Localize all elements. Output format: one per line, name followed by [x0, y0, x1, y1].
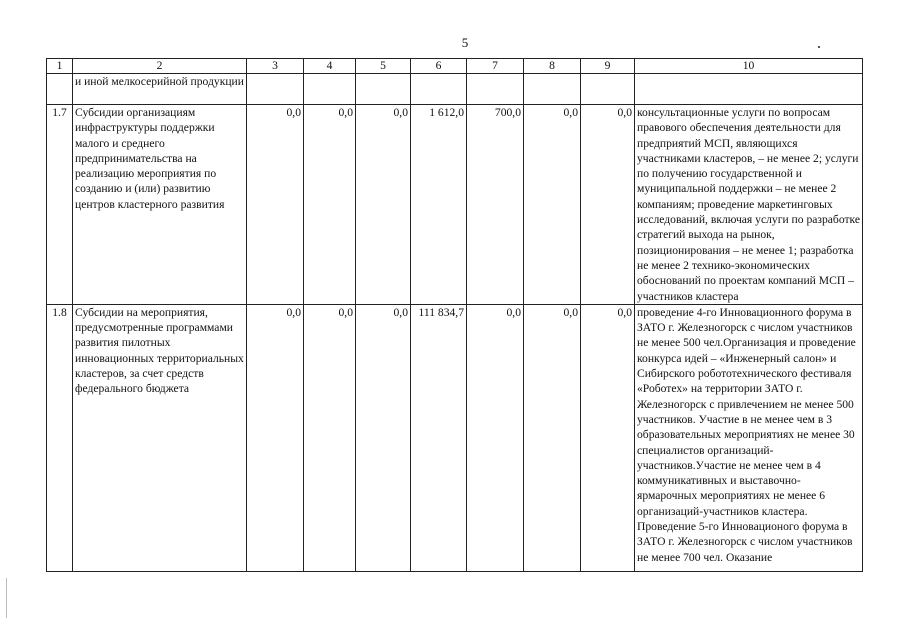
- result-cell: проведение 4-го Инновационного форума в ЗАТО г. Железногорск с числом участников не менее 500 чел.Организация и проведение конкурса идей – «Инженерный салон» и Сибирского робототехнического фестиваля «Роботех» на территории ЗАТО г. Железногорск с привлечением не менее 500 участников. Участие в не менее чем в 3 образовательных мероприятиях не менее 30 специалистов организаций-участников.Участие не менее чем в 4 коммуникативных и выставочно-ярмарочных мероприятиях не менее 6 организаций-участников кластера. Проведение 5-го Инновационого форума в ЗАТО г. Железногорск с числом участников не менее 700 чел. Оказание: [635, 304, 863, 571]
- result-cell: консультационные услуги по вопросам правового обеспечения деятельности для предприятий МСП, являющихся участниками кластеров, – не менее 2; услуги по получению государственной и муниципальной поддержки – не менее 2 компаниям; проведение маркетинговых исследований, включая услуги по разработке стратегий выхода на рынок, позиционирования – не менее 1; разработка не менее 2 технико-экономических обоснований по проектам компаний МСП – участников кластера: [635, 105, 863, 305]
- header-cell: 10: [635, 59, 863, 74]
- table-row: [47, 105, 863, 305]
- value-cell: 0,0: [524, 304, 581, 571]
- header-cell: 7: [467, 59, 524, 74]
- header-cell: 4: [304, 59, 356, 74]
- value-cell: 0,0: [356, 105, 411, 305]
- header-cell: 3: [247, 59, 304, 74]
- table-row: [47, 74, 863, 105]
- header-row: [47, 59, 863, 74]
- value-cell: 0,0: [581, 105, 635, 305]
- value-cell: 0,0: [467, 304, 524, 571]
- value-cell: 0,0: [304, 105, 356, 305]
- value-cell: 700,0: [467, 105, 524, 305]
- result-cell: [635, 74, 863, 105]
- value-cell: 0,0: [247, 304, 304, 571]
- value-cell: [411, 74, 467, 105]
- value-cell: 0,0: [581, 304, 635, 571]
- row-index-cell: 1.8: [47, 304, 73, 571]
- value-cell: 111 834,7: [411, 304, 467, 571]
- value-cell: [304, 74, 356, 105]
- value-cell: [581, 74, 635, 105]
- scan-edge-mark: [6, 578, 7, 618]
- scan-speck: [818, 46, 820, 48]
- header-cell: 1: [47, 59, 73, 74]
- value-cell: [524, 74, 581, 105]
- row-index-cell: [47, 74, 73, 105]
- header-cell: 6: [411, 59, 467, 74]
- value-cell: 0,0: [524, 105, 581, 305]
- header-cell: 2: [73, 59, 247, 74]
- value-cell: [356, 74, 411, 105]
- budget-table: [46, 58, 863, 572]
- header-cell: 8: [524, 59, 581, 74]
- measure-name-cell: Субсидии на мероприятия, предусмотренные программами развития пилотных инновационных территориальных кластеров, за счет средств федерального бюджета: [73, 304, 247, 571]
- header-cell: 5: [356, 59, 411, 74]
- measure-name-cell: Субсидии организациям инфраструктуры поддержки малого и среднего предпринимательства на реализацию мероприятия по созданию и (или) развитию центров кластерного развития: [73, 105, 247, 305]
- value-cell: [247, 74, 304, 105]
- page-number: 5: [461, 35, 469, 50]
- value-cell: 1 612,0: [411, 105, 467, 305]
- value-cell: 0,0: [356, 304, 411, 571]
- value-cell: 0,0: [304, 304, 356, 571]
- value-cell: [467, 74, 524, 105]
- table-row: [47, 304, 863, 571]
- value-cell: 0,0: [247, 105, 304, 305]
- row-index-cell: 1.7: [47, 105, 73, 305]
- measure-name-cell: и иной мелкосерийной продукции: [73, 74, 247, 105]
- header-cell: 9: [581, 59, 635, 74]
